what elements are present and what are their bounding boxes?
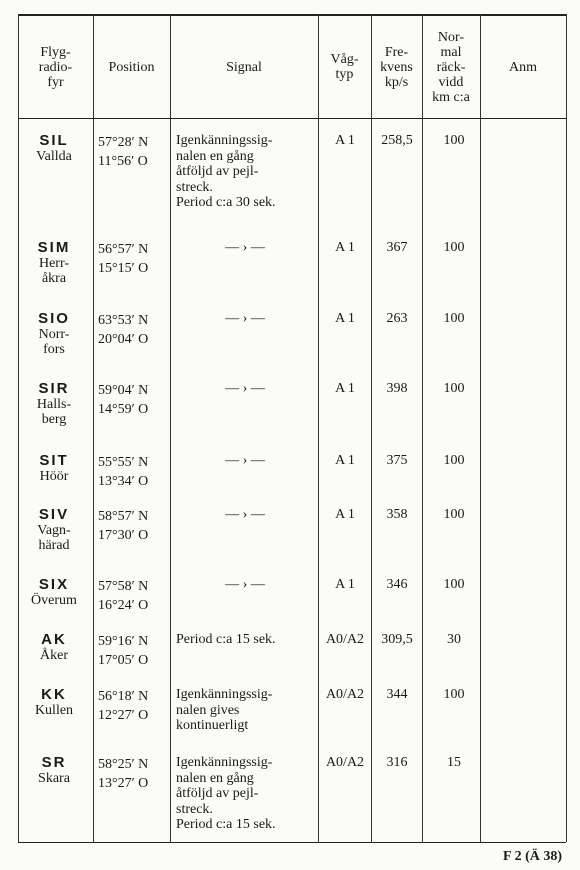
beacon-code: SIR [38,380,70,397]
position-cell: 57°58′ N 16°24′ O [98,579,149,613]
header-position: Position [108,59,155,75]
header-bottom-rule [18,118,566,119]
signal-cell: — › — [225,453,265,468]
frequency-cell: 344 [386,687,408,702]
signal-cell: Igenkänningssig- nalen en gång åtföljd av pejl- streck. Period c:a 15 sek. [176,755,276,832]
frequency-cell: 398 [386,381,408,396]
position-cell: 56°18′ N 12°27′ O [98,689,149,723]
frequency-cell: 316 [386,755,408,770]
beacon-place: Herr- åkra [38,256,70,286]
beacon-name [18,381,90,427]
position-cell: 63°53′ N 20°04′ O [98,313,149,347]
frequency-cell: 258,5 [381,133,413,148]
beacon-code: AK [41,631,67,648]
beacon-code: KK [41,686,67,703]
range-cell: 100 [443,687,465,702]
column-divider [170,14,171,842]
frequency-cell: 346 [386,577,408,592]
column-divider [371,14,372,842]
wave-type-cell: A 1 [335,133,355,148]
beacon-place: Vallda [36,149,72,164]
range-cell: 100 [443,507,465,522]
beacon-place: Skara [38,771,70,786]
column-divider [318,14,319,842]
beacon-code: SIO [38,310,70,327]
range-cell: 100 [443,133,465,148]
wave-type-cell: A0/A2 [325,755,365,770]
beacon-name [18,311,90,357]
range-cell: 100 [443,577,465,592]
beacon-place: Kullen [34,703,74,718]
signal-cell: — › — [225,240,265,255]
header-name: Flyg- radio- fyr [38,44,73,90]
wave-type-cell: A 1 [335,453,355,468]
column-divider [566,14,567,842]
beacon-place: Halls- berg [36,397,72,427]
header-range: Nor- mal räck- vidd km c:a [432,29,470,105]
table-top-rule [18,14,566,16]
beacon-name [18,687,90,718]
beacon-place: Överum [31,593,77,608]
beacon-place: Vagn- härad [37,523,71,553]
table-bottom-rule [18,842,566,843]
beacon-place: Höör [39,469,69,484]
position-cell: 58°25′ N 13°27′ O [98,757,149,791]
position-cell: 58°57′ N 17°30′ O [98,509,149,543]
header-wave-type: Våg- typ [330,52,359,82]
wave-type-cell: A 1 [335,507,355,522]
column-divider [422,14,423,842]
column-divider [93,14,94,842]
beacon-code: SIX [38,576,70,593]
page-footer-code: F 2 (Ä 38) [503,849,562,864]
beacon-code: SR [41,754,67,771]
wave-type-cell: A0/A2 [325,687,365,702]
signal-cell: — › — [225,577,265,592]
position-cell: 59°04′ N 14°59′ O [98,383,149,417]
frequency-cell: 263 [386,311,408,326]
range-cell: 100 [443,311,465,326]
range-cell: 30 [447,632,461,647]
beacon-code: SIV [38,506,70,523]
wave-type-cell: A 1 [335,240,355,255]
header-remarks: Anm [509,59,537,75]
wave-type-cell: A 1 [335,381,355,396]
signal-cell: Period c:a 15 sek. [176,632,276,647]
beacon-name [18,755,90,786]
frequency-cell: 375 [386,453,408,468]
frequency-cell: 367 [386,240,408,255]
beacon-code: SIM [37,239,71,256]
frequency-cell: 358 [386,507,408,522]
range-cell: 100 [443,381,465,396]
beacon-place: Åker [40,648,68,663]
range-cell: 100 [443,453,465,468]
beacon-name [18,133,90,164]
position-cell: 56°57′ N 15°15′ O [98,242,149,276]
position-cell: 57°28′ N 11°56′ O [98,135,149,169]
range-cell: 100 [443,240,465,255]
beacon-name [18,632,90,663]
beacon-code: SIT [39,452,69,469]
signal-cell: Igenkänningssig- nalen gives kontinuerligt [176,687,273,733]
wave-type-cell: A 1 [335,311,355,326]
wave-type-cell: A0/A2 [325,632,365,647]
frequency-cell: 309,5 [381,632,413,647]
signal-cell: — › — [225,507,265,522]
position-cell: 59°16′ N 17°05′ O [98,634,149,668]
signal-cell: Igenkänningssig- nalen en gång åtföljd av pejl- streck. Period c:a 30 sek. [176,133,276,210]
beacon-place: Norr- fors [38,327,70,357]
header-signal: Signal [226,59,262,75]
header-frequency: Fre- kvens kp/s [380,44,413,90]
beacon-name [18,507,90,553]
beacon-name [18,453,90,484]
signal-cell: — › — [225,381,265,396]
range-cell: 15 [447,755,461,770]
signal-cell: — › — [225,311,265,326]
beacon-code: SIL [39,132,69,149]
beacon-name [18,577,90,608]
beacon-name [18,240,90,286]
position-cell: 55°55′ N 13°34′ O [98,455,149,489]
wave-type-cell: A 1 [335,577,355,592]
